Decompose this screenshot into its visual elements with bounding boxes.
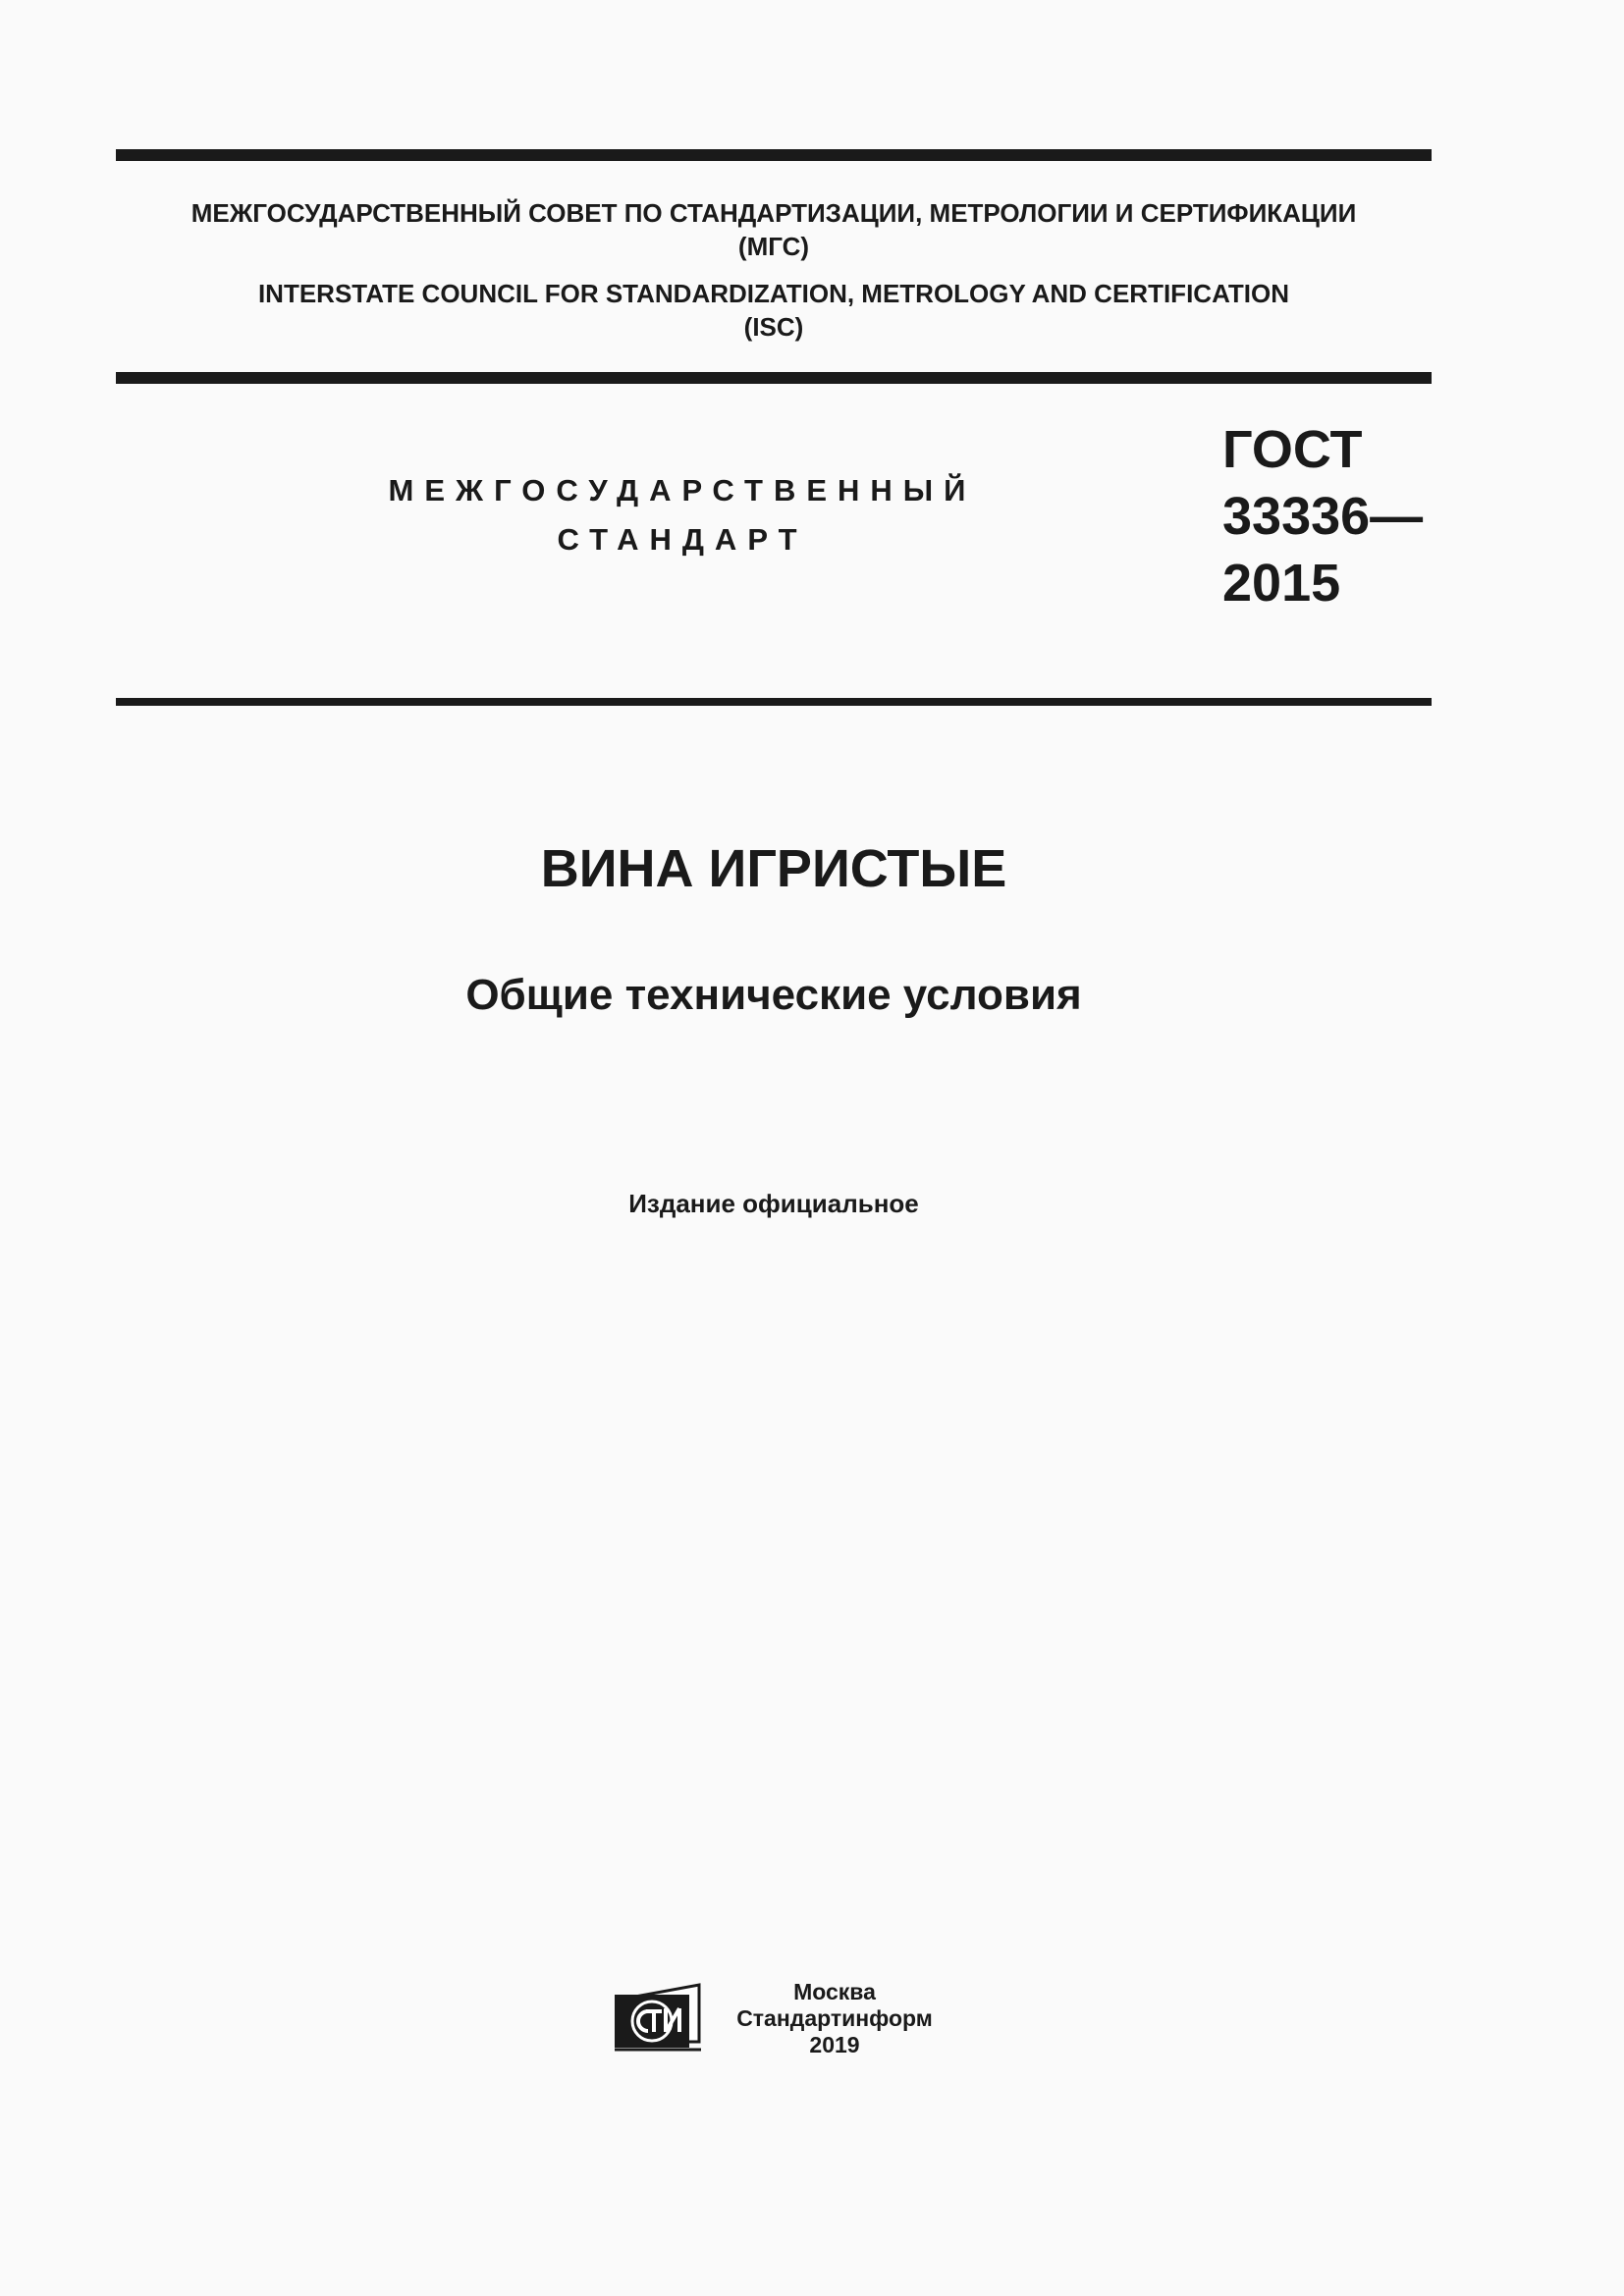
document-title: ВИНА ИГРИСТЫЕ bbox=[540, 839, 1007, 898]
standard-type-line1: МЕЖГОСУДАРСТВЕННЫЙ bbox=[388, 473, 977, 507]
council-abbr-en: (ISC) bbox=[743, 312, 804, 342]
publication-year: 2019 bbox=[809, 2032, 860, 2057]
top-rule bbox=[116, 149, 1432, 161]
gost-designation-line1: ГОСТ bbox=[1222, 420, 1363, 479]
standartinform-logo-icon bbox=[611, 1981, 705, 2054]
standard-type-line2: СТАНДАРТ bbox=[557, 522, 808, 557]
publisher-city: Москва bbox=[793, 1979, 876, 2004]
gost-designation-line3: 2015 bbox=[1222, 554, 1341, 613]
bottom-rule bbox=[116, 698, 1432, 706]
publisher-name: Стандартинформ bbox=[736, 2005, 933, 2031]
gost-designation-line2: 33336— bbox=[1222, 487, 1424, 546]
document-subtitle: Общие технические условия bbox=[465, 971, 1082, 1019]
council-abbr-ru: (МГС) bbox=[737, 232, 810, 261]
edition-note: Издание официальное bbox=[628, 1189, 919, 1218]
middle-rule bbox=[116, 372, 1432, 384]
council-name-ru: МЕЖГОСУДАРСТВЕННЫЙ СОВЕТ ПО СТАНДАРТИЗАЦИИ, МЕТРОЛОГИИ И СЕРТИФИКАЦИИ bbox=[190, 198, 1357, 228]
council-name-en: INTERSTATE COUNCIL FOR STANDARDIZATION, METROLOGY AND CERTIFICATION bbox=[257, 279, 1290, 308]
